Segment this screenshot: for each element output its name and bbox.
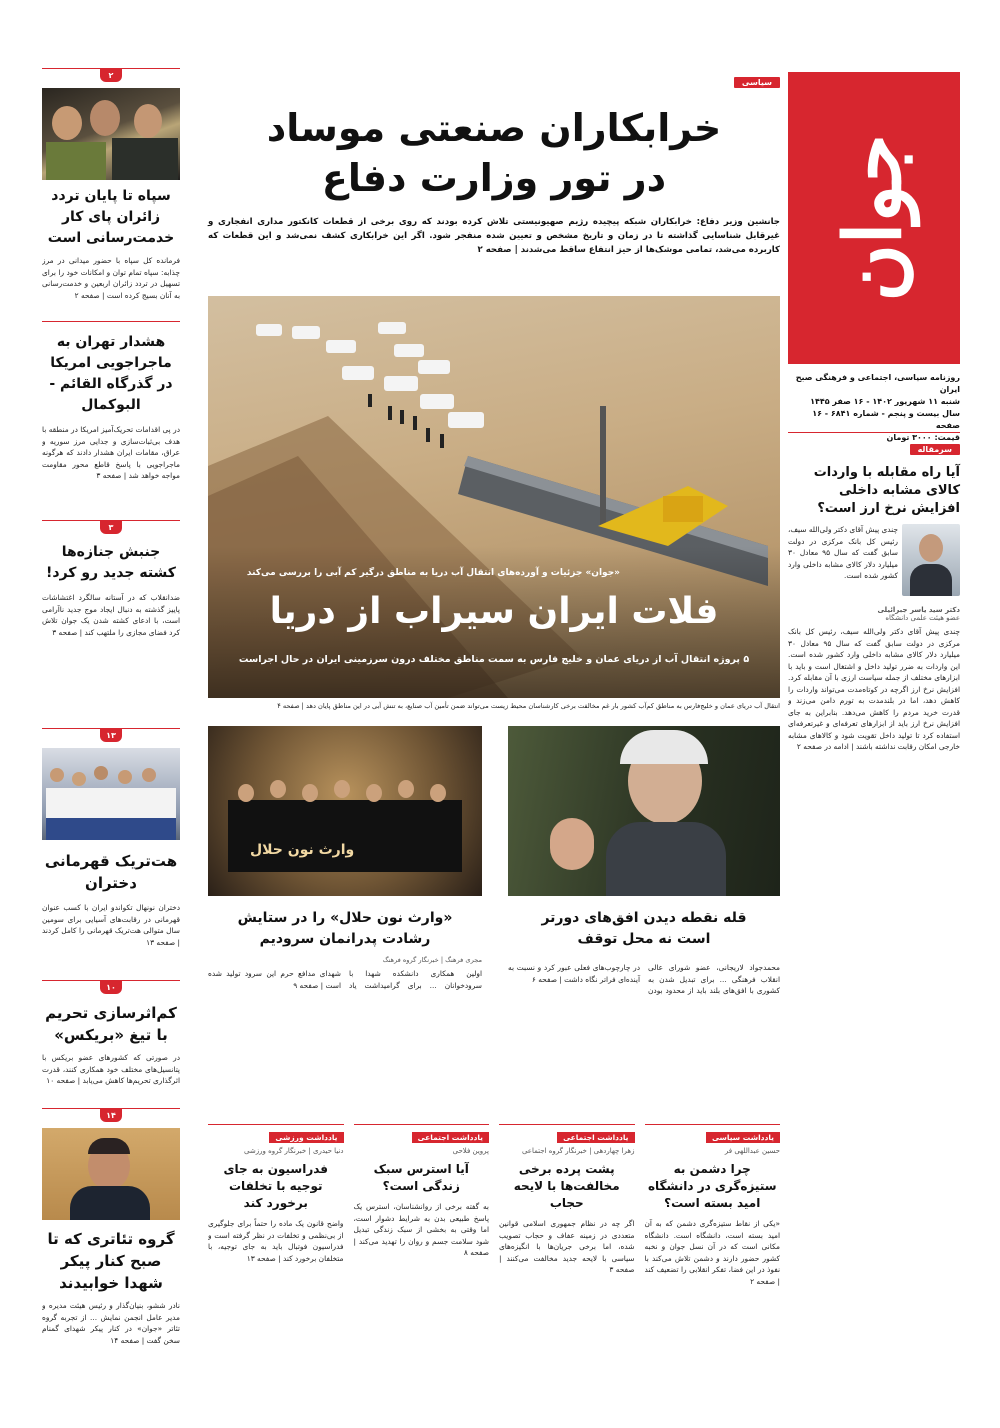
sidebar-headline-3: جنبش جنازه‌ها کشته جدید رو کرد! xyxy=(46,544,176,581)
note-body: به گفته برخی از روانشناسان، استرس یک پاسخ طبیعی بدن به شرایط دشوار است، اما وقتی به بخشی از سبک زندگی تبدیل شود سلامت جسم و روان را تهدید می‌کند | صفحه ۸ xyxy=(353,1202,489,1257)
note-section: یادداشت ورزشی xyxy=(269,1132,343,1143)
sidebar-body-4: دختران نونهال تکواندو ایران با کسب عنوان قهرمانی در رقابت‌های آسیایی برای سومین سال متوالی هت‌تریک قهرمانی را کامل کردند | صفحه ۱۳ xyxy=(42,903,180,947)
sidebar-body-3: ضدانقلاب که در آستانه سالگرد اغتشاشات پاییز گذشته به دنبال ایجاد موج جدید ناآرامی است، با ادعای کشته شدن یک جوان تلاش کرد فضای مجازی را ملتهب کند | صفحه ۳ xyxy=(42,593,180,637)
sidebar xyxy=(42,68,180,1376)
sidebar-body-2: در پی اقدامات تحریک‌آمیز امریکا در منطقه با هدف بی‌ثبات‌سازی و جدایی مرز سوریه و عراق، مقامات ایران هشدار دادند که هرگونه ماجراجویی با پاسخ قاطع محور مقاومت مواجه خواهد شد | صفحه ۳ xyxy=(42,425,180,480)
story-right-body: محمدجواد لاریجانی، عضو شورای عالی انقلاب فرهنگی ... برای تبدیل شدن به کشوری با افق‌های بلند باید از محدود بودن در چارچوب‌های فعلی عبور کرد و نسبت به آینده‌ای فراتر نگاه داشت | صفحه ۶ xyxy=(508,963,780,995)
editorial-author-photo xyxy=(902,524,960,596)
sidebar-photo-1 xyxy=(42,88,180,180)
story-left-body: اولین همکاری دانشکده شهدا با سرودخوانان ... برای گرامیداشت یاد شهدای مدافع حرم این سرود تولید شده است | صفحه ۹ xyxy=(208,969,482,990)
logo-text: جوان xyxy=(828,134,919,302)
story-right-headline: قله نقطه دیدن افق‌های دورتر است نه محل توقف xyxy=(541,910,747,947)
page-tab: ۱۳ xyxy=(100,729,122,742)
note-section: یادداشت اجتماعی xyxy=(412,1132,489,1143)
notes-row xyxy=(208,1124,780,1414)
note-3[interactable] xyxy=(354,1124,490,1414)
note-author: حسین عبداللهی فر xyxy=(724,1147,780,1155)
note-headline: آیا استرس سبک زندگی است؟ xyxy=(373,1162,469,1193)
note-body: «یکی از نقاط ستیزه‌گری دشمن که به آن امید بسته است، دانشگاه است. دانشگاه مکانی است که در آن نسل جوان و نخبه کشور حضور دارند و دشمن تلاش می‌کند با نفوذ در این فضا، تفکر انقلابی را تضعیف کند | صفحه ۲ xyxy=(644,1219,780,1286)
editorial xyxy=(788,432,960,1346)
note-headline: چرا دشمن به ستیزه‌گری در دانشگاه امید بسته است؟ xyxy=(647,1162,777,1210)
sidebar-item-1[interactable] xyxy=(42,68,180,315)
sidebar-body-5: در صورتی که کشورهای عضو بریکس با پتانسیل‌های مختلف خود همکاری کنند، قدرت اثرگذاری تحریم‌ها کاهش می‌یابد | صفحه ۱۰ xyxy=(42,1053,180,1085)
story-left-author: مجری فرهنگ | خبرنگار گروه فرهنگ xyxy=(382,956,482,964)
story-right-photo[interactable] xyxy=(508,726,780,896)
editorial-author-role: عضو هیئت علمی دانشگاه xyxy=(885,614,960,622)
masthead-subtitle: روزنامه سیاسی، اجتماعی و فرهنگی صبح ایران xyxy=(795,373,960,394)
editorial-section: سرمقاله xyxy=(910,444,960,455)
note-author: دنیا حیدری | خبرنگار گروه ورزشی xyxy=(244,1147,344,1155)
masthead-price: قیمت: ۳۰۰۰ تومان xyxy=(886,433,960,442)
note-section: یادداشت سیاسی xyxy=(706,1132,780,1143)
main-photo-headline: فلات ایران سیراب از دریا xyxy=(269,591,719,632)
story-left-image-text: وارث نون حلال xyxy=(250,842,355,858)
story-left-headline: «وارث نون حلال» را در ستایش رشادت پدرانمان سرودیم xyxy=(237,910,453,947)
editorial-body-top: چندی پیش آقای دکتر ولی‌الله سیف، رئیس کل بانک مرکزی در دولت سابق گفت که سال ۹۵ معادل ۳۰ میلیارد دلار کالای مشابه داخلی وارد کشور شده است. xyxy=(788,525,898,580)
masthead-logo xyxy=(788,72,960,364)
lead-section: سیاسی xyxy=(734,77,780,88)
lead-story[interactable] xyxy=(208,70,780,257)
note-1[interactable] xyxy=(645,1124,781,1414)
main-photo-deck: ۵ پروژه انتقال آب از دریای عمان و خلیج فارس به سمت مناطق مختلف درون سرزمینی ایران در حال اجراست xyxy=(238,654,750,665)
note-headline: فدراسیون به جای توجیه با تخلفات برخورد کند xyxy=(223,1162,329,1210)
sidebar-headline-1: سپاه تا پایان تردد زائران پای کار خدمت‌رسانی است xyxy=(47,188,175,246)
main-photo-illustration xyxy=(208,296,780,698)
lead-headline-2: در تور وزارت دفاع xyxy=(321,156,667,200)
note-2[interactable] xyxy=(499,1124,635,1414)
editorial-headline: آیا راه مقابله با واردات کالای مشابه داخلی افزایش نرخ ارز است؟ xyxy=(813,465,960,516)
page-tab: ۲ xyxy=(100,69,122,82)
sidebar-item-6[interactable] xyxy=(42,1108,180,1376)
note-section: یادداشت اجتماعی xyxy=(557,1132,634,1143)
sidebar-item-2[interactable] xyxy=(42,321,180,516)
sidebar-item-5[interactable] xyxy=(42,980,180,1098)
main-photo-caption: انتقال آب دریای عمان و خلیج‌فارس به مناطق کم‌آب کشور بار غم مخالفت برخی کارشناسان محیط زیست می‌تواند ضمن تأمین آب صنایع، به تنش آبی در این مناطق پایان دهد | صفحه ۴ xyxy=(277,702,780,710)
lead-body: جانشین وزیر دفاع: خرابکاران شبکه پیچیده رژیم صهیونیستی تلاش کرده بودند که روی برخی از قطعات کانکتور مداری انفجاری و غیرقابل شناسایی گذاشته تا در زمان و تاریخ مشخص و تعیین شده منفجر شود. اگر این خرابکاری کشف نمی‌شد و این قطعات که کاربرد‌ه می‌شد، تمامی موشک‌ها از حیز انتفاع ساقط می‌شدند | صفحه ۲ xyxy=(208,217,780,255)
lead-headline-1: خرابکاران صنعتی موساد xyxy=(266,106,722,150)
masthead-date: شنبه ۱۱ شهریور ۱۴۰۲ - ۱۶ صفر ۱۴۴۵ xyxy=(810,397,960,406)
story-left-photo[interactable] xyxy=(208,726,482,896)
page-tab: ۳ xyxy=(100,521,122,534)
note-author: زهرا چهاردهی | خبرنگار گروه اجتماعی xyxy=(521,1147,635,1155)
editorial-body: چندی پیش آقای دکتر ولی‌الله سیف، رئیس کل بانک مرکزی در دولت سابق گفت که سال ۹۵ معادل ۳۰ میلیارد دلار کالای مشابه داخلی وارد کشور شده است. این واردات به ضرر تولید داخل و اشتغال است و باید با ابزارهای مختلف از جمله سیاست ارزی با آن مقابله کرد. افزایش نرخ ارز اگرچه در کوتاه‌مدت می‌تواند واردات را کاهش دهد، اما در بلندمدت به تورم دامن می‌زند و قدرت خرید مردم را کاهش می‌دهد. بنابراین به جای افزایش نرخ ارز باید از ابزارهای تعرفه‌ای و غیرتعرفه‌ای استفاده کرد تا تولید داخل تقویت شود و کالاهای مشابه خارجی امکان رقابت نداشته باشند | ادامه در صفحه ۲ xyxy=(788,627,960,751)
masthead-issue: سال بیست و پنجم - شماره ۶۸۴۱ - ۱۶ صفحه xyxy=(812,409,960,430)
note-headline: پشت پرده برخی مخالفت‌ها با لایحه حجاب xyxy=(513,1162,620,1210)
sidebar-body-6: نادر ششو، بنیان‌گذار و رئیس هیئت مدیره و مدیر عامل انجمن نمایش ... از تجربه گروه تئاتر «جوان» در کنار پیکر شهدای گمنام سخن گفت | صفحه ۱۴ xyxy=(42,1301,180,1345)
page-tab: ۱۴ xyxy=(100,1109,122,1122)
note-body: اگر چه در نظام جمهوری اسلامی قوانین متعددی در زمینه عفاف و حجاب تصویب شده، اما برخی جریان‌ها با انگیزه‌های سیاسی با لایحه جدید مخالفت می‌کنند | صفحه ۳ xyxy=(499,1219,635,1274)
editorial-author: دکتر سید یاسر جبرائیلی xyxy=(877,606,960,614)
sidebar-headline-5: کم‌اثرسازی تحریم با تیغ «بریکس» xyxy=(45,1004,177,1044)
page-tab: ۱۰ xyxy=(100,981,122,994)
main-photo[interactable] xyxy=(208,296,780,698)
sidebar-item-4[interactable] xyxy=(42,728,180,976)
sidebar-headline-4: هت‌تریک قهرمانی دختران xyxy=(44,852,178,892)
sidebar-headline-2: هشدار تهران به ماجراجویی امریکا در گذرگاه القائم - البوکمال xyxy=(49,334,173,413)
sidebar-headline-6: گروه تئاتری که تا صبح کنار پیکر شهدا خوابیدند xyxy=(47,1230,175,1292)
sidebar-photo-4 xyxy=(42,748,180,840)
note-4[interactable] xyxy=(208,1124,344,1414)
sidebar-photo-6 xyxy=(42,1128,180,1220)
note-body: واضح قانون یک ماده را حتماً برای جلوگیری از بی‌نظمی و تخلفات در نظر گرفته است و فدراسیون فوتبال باید به جای توجیه، با متخلفان برخورد کند | صفحه ۱۳ xyxy=(208,1219,344,1263)
sidebar-item-3[interactable] xyxy=(42,520,180,716)
note-author: پروین فلاحی xyxy=(452,1147,489,1155)
sidebar-body-1: فرمانده کل سپاه با حضور میدانی در مرز چذابه: سپاه تمام توان و امکانات خود را برای تسهیل در تردد زائران اربعین و خدمت‌رسانی به آنان بسیج کرده است | صفحه ۲ xyxy=(42,256,180,300)
main-photo-kicker: «جوان» جزئیات و آورده‌های انتقال آب دریا به مناطق درگیر کم آبی را بررسی می‌کند xyxy=(246,568,620,578)
